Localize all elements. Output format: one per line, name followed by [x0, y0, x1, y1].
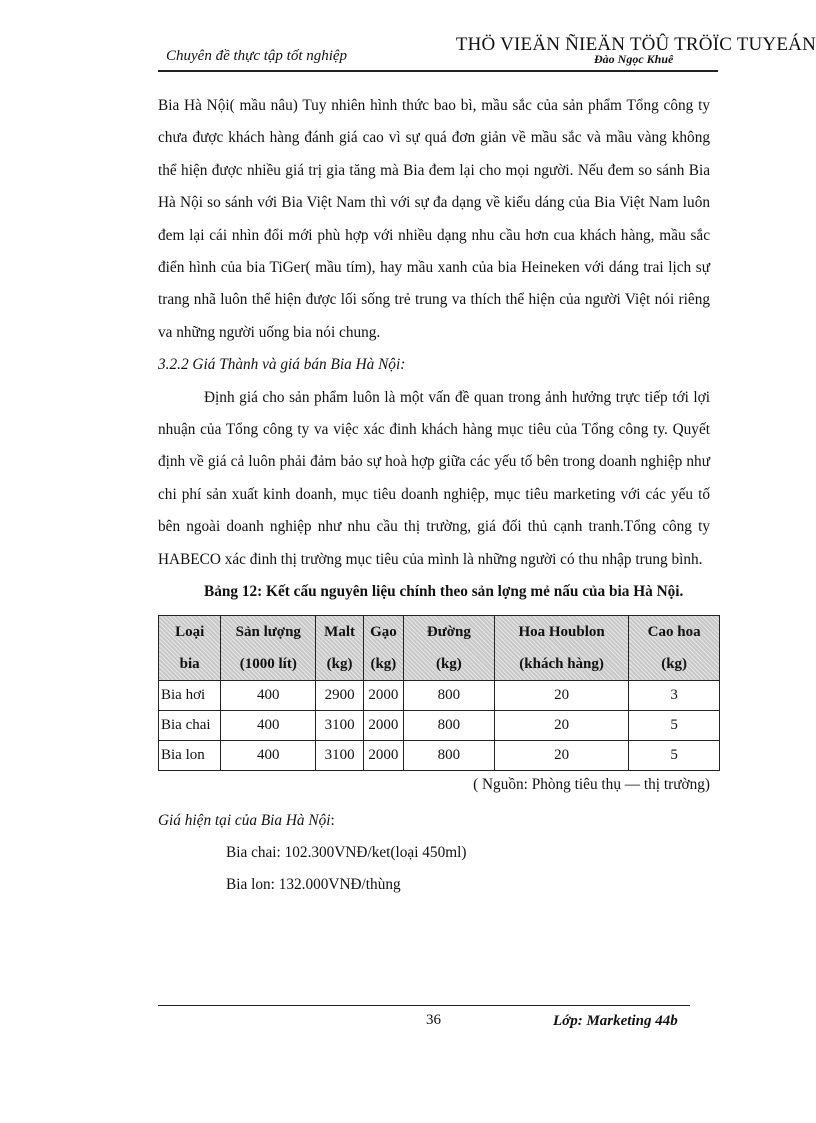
table-header-text: Gạo — [370, 623, 397, 640]
document-body — [158, 90, 710, 902]
header-subject: Chuyên đề thực tập tốt nghiệp — [166, 48, 348, 64]
table-cell: 20 — [494, 680, 628, 710]
table-header-text: (khách hàng) — [519, 655, 604, 672]
table-header — [159, 615, 720, 680]
table-cell: 800 — [403, 710, 494, 740]
table-header-text: Hoa Houblon — [518, 623, 605, 640]
section-heading: 3.2.2 Giá Thành và giá bán Bia Hà Nội: — [158, 356, 406, 374]
table-cell: 400 — [221, 710, 316, 740]
table-header-text: Đường — [426, 623, 471, 640]
table-body — [159, 680, 720, 770]
paragraph-pricing: Định giá cho sản phẩm luôn là một vấn đề quan trong ảnh hưởng trực tiếp tới lợi nhuận của Tổng công ty va việc xác đinh khách hàng mục tiêu của Tổng công ty. Quyết định về giá cả luôn phải đảm bảo sự hoà hợp giữa các yếu tố bên trong doanh nghiệp như chi phí sản xuất kinh doanh, mục tiêu doanh nghiệp, mục tiêu marketing với các yếu tố bên ngoài doanh nghiệp như nhu cầu thị trường, giá đối thủ cạnh tranh.Tổng công ty HABECO xác đinh thị trường mục tiêu của mình là những người có thu nhập trung bình. — [158, 388, 710, 568]
price-bottle: Bia chai: 102.300VNĐ/ket(loại 450ml) — [226, 843, 467, 861]
table-header-text: (kg) — [326, 655, 353, 672]
table-header-text: Sản lượng — [235, 623, 301, 640]
table-cell: 3 — [629, 680, 720, 710]
table-header-cell — [159, 615, 221, 680]
table-row-label: Bia chai — [159, 710, 221, 740]
table-header-cell — [629, 615, 720, 680]
price-label — [158, 805, 710, 837]
table-header-text: (1000 lít) — [239, 655, 297, 672]
table-cell: 20 — [494, 710, 628, 740]
header-divider — [158, 70, 718, 72]
table-cell: 3100 — [316, 710, 364, 740]
table-cell: 400 — [221, 740, 316, 770]
table-cell: 5 — [629, 740, 720, 770]
table-caption: Bảng 12: Kết cấu nguyên liệu chính theo sản lợng mẻ nấu của bia Hà Nội. — [204, 583, 684, 601]
table-header-cell — [403, 615, 494, 680]
table-row — [159, 710, 720, 740]
table-header-text: Loại — [175, 623, 205, 640]
table-header-cell — [316, 615, 364, 680]
footer-divider — [158, 1005, 690, 1006]
price-can: Bia lon: 132.000VNĐ/thùng — [226, 876, 401, 894]
page-number: 36 — [426, 1012, 441, 1028]
header-author: Đào Ngọc Khuê — [594, 52, 674, 66]
table-header-cell — [221, 615, 316, 680]
price-label-colon: : — [330, 811, 335, 829]
table-header-text: (kg) — [370, 655, 397, 672]
table-source: ( Nguồn: Phòng tiêu thụ — thị trường) — [473, 775, 710, 793]
price-label-text: Giá hiện tại của Bia Hà Nội — [158, 811, 331, 829]
table-row-label: Bia hơi — [159, 680, 221, 710]
table-header-row — [159, 615, 720, 680]
table-cell: 2000 — [363, 680, 403, 710]
table-header-text: (kg) — [661, 655, 688, 672]
table-cell: 20 — [494, 740, 628, 770]
footer-class: Lớp: Marketing 44b — [553, 1013, 678, 1029]
table-cell: 2000 — [363, 740, 403, 770]
table-cell: 2000 — [363, 710, 403, 740]
table-header-text: bia — [179, 655, 200, 672]
table-header-text: Malt — [324, 623, 355, 640]
table-header-text: Cao hoa — [647, 623, 701, 640]
table-row — [159, 680, 720, 710]
table-row — [159, 740, 720, 770]
table-cell: 5 — [629, 710, 720, 740]
header-library-title: THÖ VIEÄN ÑIEÄN TÖÛ TRÖÏC TUYEÁN — [455, 34, 816, 55]
table-header-cell — [363, 615, 403, 680]
paragraph-packaging: Bia Hà Nội( mầu nâu) Tuy nhiên hình thức bao bì, mầu sắc của sản phẩm Tổng công ty chưa được khách hàng đánh giá cao vì sự quá đơn giản về mầu sắc và mầu vàng không thể hiện được nhiều giá trị gia tăng mà Bia đem lại cho mọi người. Nếu đem so sánh Bia Hà Nội so sánh với Bia Việt Nam thì với sự đa dạng về kiểu dáng của Bia Việt Nam luôn đem lại cái nhìn đổi mới phù hợp với nhiều dạng nhu cầu hơn cua khách hàng, mầu sắc điển hình của bia TiGer( mầu tím), hay mầu xanh của bia Heineken với dáng trai lịch sự trang nhã luôn thể hiện được lối sống trẻ trung va thích thể hiện của người Việt nói riêng va những người uống bia nói chung. — [158, 97, 710, 341]
table-row-label: Bia lon — [159, 740, 221, 770]
table-cell: 3100 — [316, 740, 364, 770]
ingredients-table — [158, 615, 720, 771]
table-cell: 2900 — [316, 680, 364, 710]
table-header-text: (kg) — [435, 655, 462, 672]
table-header-cell — [494, 615, 628, 680]
table-cell: 800 — [403, 680, 494, 710]
table-cell: 800 — [403, 740, 494, 770]
table-cell: 400 — [221, 680, 316, 710]
